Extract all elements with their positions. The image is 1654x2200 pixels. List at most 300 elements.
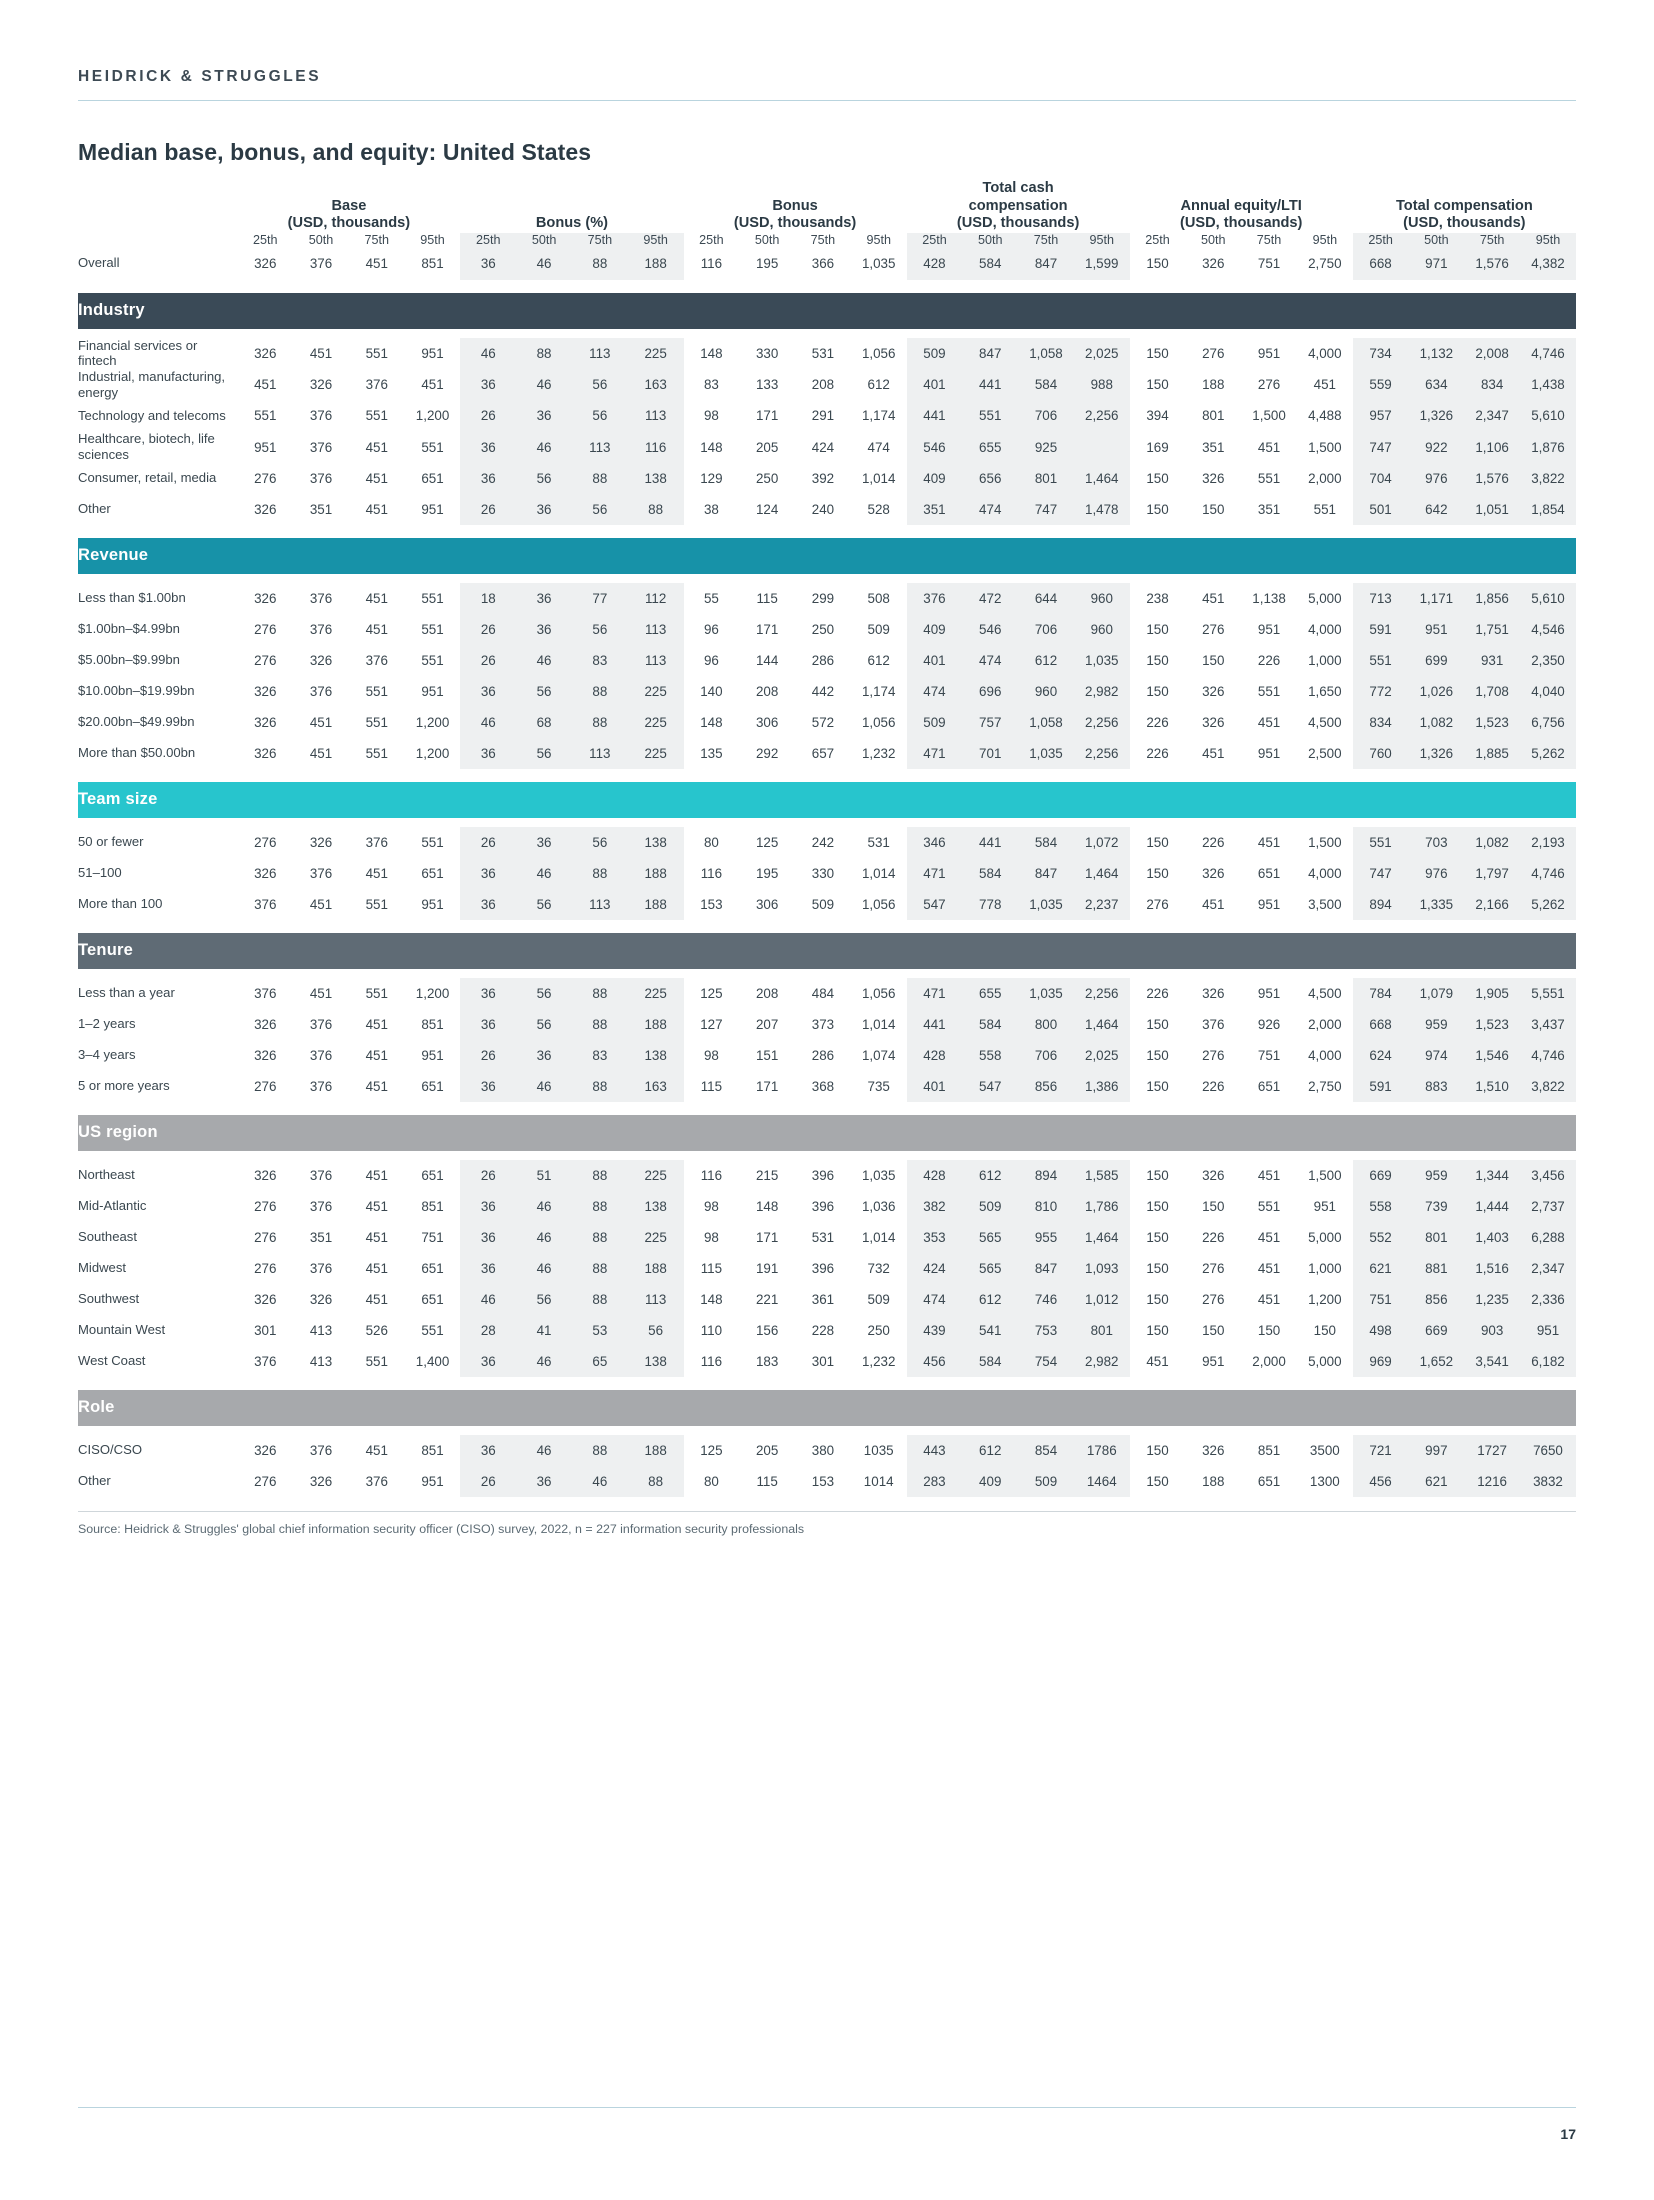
cell-value: 746 — [1018, 1284, 1074, 1315]
cell-value: 612 — [1018, 645, 1074, 676]
cell-value: 1,000 — [1308, 1260, 1342, 1276]
cell-value: 26 — [460, 614, 516, 645]
cell-value: 1014 — [863, 1473, 894, 1489]
spacer-row — [78, 525, 1576, 538]
section-header-revenue — [78, 538, 1576, 574]
cell-value: 706 — [1018, 400, 1074, 431]
cell-value: 2,008 — [1464, 338, 1520, 369]
header-percentile: 75th — [572, 233, 628, 247]
cell-value: 1,014 — [861, 470, 896, 486]
cell-value: 36 — [516, 1040, 572, 1071]
header-equity: Annual equity/LTI (USD, thousands) — [1179, 197, 1303, 231]
row-label: Less than $1.00bn — [78, 590, 186, 606]
cell-value: 960 — [1074, 614, 1130, 645]
cell-value: 951 — [421, 683, 444, 699]
cell-value: 591 — [1353, 614, 1409, 645]
cell-value: 36 — [460, 1346, 516, 1377]
cell-value: 326 — [1202, 1442, 1225, 1458]
table-row — [78, 614, 1576, 645]
cell-value: 150 — [1146, 1167, 1169, 1183]
cell-value: 326 — [1202, 470, 1225, 486]
cell-value: 150 — [1146, 1198, 1169, 1214]
cell-value: 276 — [254, 1198, 277, 1214]
cell-value: 150 — [1146, 621, 1169, 637]
cell-value: 547 — [907, 889, 963, 920]
cell-value: 276 — [254, 1473, 277, 1489]
cell-value: 226 — [1146, 745, 1169, 761]
cell-value: 976 — [1408, 463, 1464, 494]
cell-value: 1,344 — [1464, 1160, 1520, 1191]
cell-value: 46 — [516, 1253, 572, 1284]
cell-value — [1074, 431, 1130, 462]
cell-value: 88 — [572, 1009, 628, 1040]
cell-value: 1,035 — [861, 1167, 896, 1183]
cell-value: 951 — [254, 439, 277, 455]
cell-value: 113 — [628, 400, 684, 431]
cell-value: 1,200 — [1308, 1291, 1342, 1307]
cell-value: 1,464 — [1074, 858, 1130, 889]
cell-value: 451 — [365, 865, 388, 881]
cell-value: 83 — [572, 1040, 628, 1071]
cell-value: 701 — [962, 738, 1018, 769]
cell-value: 547 — [962, 1071, 1018, 1102]
cell-value: 584 — [962, 1009, 1018, 1040]
cell-value: 951 — [421, 896, 444, 912]
cell-value: 376 — [309, 1198, 333, 1214]
cell-value: 1,056 — [861, 896, 896, 912]
cell-value: 409 — [907, 614, 963, 645]
cell-value: 451 — [365, 439, 388, 455]
header-group-row — [78, 180, 1576, 233]
cell-value: 696 — [962, 676, 1018, 707]
cell-value: 135 — [700, 745, 723, 761]
cell-value: 528 — [867, 501, 890, 517]
cell-value: 376 — [1202, 1016, 1225, 1032]
cell-value: 509 — [907, 707, 963, 738]
cell-value: 225 — [628, 978, 684, 1009]
row-label: Other — [78, 501, 111, 517]
cell-value: 376 — [309, 621, 333, 637]
cell-value: 4,500 — [1308, 985, 1342, 1001]
cell-value: 699 — [1408, 645, 1464, 676]
header-percentile: 50th — [1201, 232, 1226, 247]
cell-value: 739 — [1408, 1191, 1464, 1222]
cell-value: 5,551 — [1520, 978, 1576, 1009]
cell-value: 326 — [254, 714, 277, 730]
section-title: Revenue — [78, 538, 1576, 574]
cell-value: 753 — [1018, 1315, 1074, 1346]
cell-value: 834 — [1353, 707, 1409, 738]
cell-value: 591 — [1353, 1071, 1409, 1102]
cell-value: 451 — [1257, 1167, 1281, 1183]
cell-value: 26 — [460, 1040, 516, 1071]
cell-value: 46 — [516, 1346, 572, 1377]
row-label: Consumer, retail, media — [78, 470, 217, 486]
cell-value: 2,166 — [1464, 889, 1520, 920]
cell-value: 110 — [700, 1322, 723, 1338]
spacer-cell — [78, 1151, 1576, 1160]
cell-value: 847 — [1018, 1253, 1074, 1284]
cell-value: 706 — [1018, 614, 1074, 645]
cell-value: 997 — [1408, 1435, 1464, 1466]
cell-value: 286 — [811, 652, 835, 668]
section-header-tenure — [78, 933, 1576, 969]
header-percentile: 50th — [754, 232, 780, 247]
cell-value: 46 — [516, 431, 572, 462]
cell-value: 565 — [962, 1253, 1018, 1284]
cell-value: 36 — [516, 400, 572, 431]
cell-value: 148 — [700, 345, 723, 361]
table-row — [78, 858, 1576, 889]
cell-value: 376 — [309, 865, 333, 881]
cell-value: 150 — [1146, 834, 1169, 850]
cell-value: 326 — [1202, 985, 1225, 1001]
cell-value: 205 — [755, 439, 779, 455]
table-row — [78, 1466, 1576, 1497]
cell-value: 83 — [572, 645, 628, 676]
cell-value: 208 — [755, 985, 779, 1001]
cell-value: 651 — [421, 865, 444, 881]
cell-value: 1,082 — [1464, 827, 1520, 858]
cell-value: 894 — [1018, 1160, 1074, 1191]
cell-value: 424 — [907, 1253, 963, 1284]
cell-value: 851 — [421, 1016, 444, 1032]
cell-value: 1,786 — [1074, 1191, 1130, 1222]
section-header-team-size — [78, 782, 1576, 818]
cell-value: 801 — [1074, 1315, 1130, 1346]
cell-value: 150 — [1202, 501, 1225, 517]
cell-value: 276 — [1202, 621, 1225, 637]
cell-value: 969 — [1353, 1346, 1409, 1377]
cell-value: 225 — [628, 676, 684, 707]
header-percentile: 50th — [308, 232, 334, 247]
cell-value: 376 — [309, 255, 333, 271]
cell-value: 326 — [1202, 865, 1225, 881]
cell-value: 112 — [628, 583, 684, 614]
cell-value: 36 — [460, 463, 516, 494]
cell-value: 46 — [516, 1191, 572, 1222]
cell-value: 669 — [1353, 1160, 1409, 1191]
cell-value: 451 — [365, 1016, 388, 1032]
cell-value: 56 — [572, 400, 628, 431]
table-row — [78, 1009, 1576, 1040]
cell-value: 1,444 — [1464, 1191, 1520, 1222]
cell-value: 326 — [1202, 714, 1225, 730]
cell-value: 3,437 — [1520, 1009, 1576, 1040]
cell-value: 2,193 — [1520, 827, 1576, 858]
header-percentile: 95th — [866, 232, 891, 247]
header-percentile: 95th — [1520, 233, 1576, 247]
cell-value: 2,237 — [1074, 889, 1130, 920]
cell-value: 1216 — [1464, 1466, 1520, 1497]
cell-value: 757 — [962, 707, 1018, 738]
cell-value: 376 — [309, 1442, 333, 1458]
cell-value: 451 — [365, 1167, 388, 1183]
cell-value: 1,000 — [1308, 652, 1342, 668]
cell-value: 169 — [1146, 439, 1169, 455]
cell-value: 291 — [811, 408, 835, 424]
row-label: Mid-Atlantic — [78, 1198, 147, 1214]
cell-value: 77 — [572, 583, 628, 614]
cell-value: 150 — [1146, 1291, 1169, 1307]
cell-value: 474 — [907, 676, 963, 707]
cell-value: 1,885 — [1464, 738, 1520, 769]
cell-value: 801 — [1018, 463, 1074, 494]
cell-value: 551 — [421, 439, 444, 455]
cell-value: 634 — [1408, 369, 1464, 400]
cell-value: 46 — [516, 645, 572, 676]
cell-value: 951 — [1313, 1198, 1336, 1214]
cell-value: 1,174 — [861, 683, 896, 699]
cell-value: 441 — [962, 827, 1018, 858]
row-label: More than 100 — [78, 896, 163, 912]
cell-value: 225 — [628, 1160, 684, 1191]
cell-value: 951 — [421, 345, 444, 361]
cell-value: 451 — [365, 621, 388, 637]
cell-value: 1,056 — [861, 714, 896, 730]
cell-value: 376 — [254, 985, 277, 1001]
cell-value: 113 — [572, 889, 628, 920]
cell-value: 326 — [309, 652, 333, 668]
cell-value: 88 — [572, 463, 628, 494]
cell-value: 851 — [1257, 1442, 1281, 1458]
cell-value: 894 — [1353, 889, 1409, 920]
cell-value: 376 — [365, 377, 388, 393]
cell-value: 1,014 — [861, 865, 896, 881]
cell-value: 326 — [1202, 255, 1225, 271]
row-label: Less than a year — [78, 985, 175, 1001]
cell-value: 299 — [811, 590, 835, 606]
cell-value: 215 — [755, 1167, 779, 1183]
cell-value: 148 — [700, 1291, 723, 1307]
cell-value: 451 — [309, 985, 333, 1001]
cell-value: 26 — [460, 1160, 516, 1191]
spacer-cell — [78, 969, 1576, 978]
cell-value: 1,012 — [1074, 1284, 1130, 1315]
cell-value: 413 — [309, 1353, 333, 1369]
spacer-row — [78, 280, 1576, 293]
cell-value: 96 — [703, 652, 719, 668]
cell-value: 150 — [1146, 683, 1169, 699]
cell-value: 1,876 — [1520, 431, 1576, 462]
cell-value: 183 — [755, 1353, 779, 1369]
header-percentile: 75th — [1464, 233, 1520, 247]
cell-value: 1,599 — [1074, 247, 1130, 280]
table-row — [78, 889, 1576, 920]
cell-value: 3,822 — [1520, 1071, 1576, 1102]
cell-value: 955 — [1018, 1222, 1074, 1253]
header-percentile: 25th — [699, 232, 724, 247]
cell-value: 584 — [1018, 369, 1074, 400]
footer-divider — [78, 2107, 1576, 2108]
cell-value: 144 — [755, 652, 779, 668]
header-percentile: 25th — [907, 233, 963, 247]
cell-value: 472 — [962, 583, 1018, 614]
cell-value: 1,546 — [1464, 1040, 1520, 1071]
cell-value: 368 — [811, 1078, 835, 1094]
cell-value: 53 — [572, 1315, 628, 1346]
cell-value: 2,000 — [1308, 1016, 1342, 1032]
cell-value: 1,905 — [1464, 978, 1520, 1009]
cell-value: 951 — [1520, 1315, 1576, 1346]
cell-value: 46 — [516, 369, 572, 400]
cell-value: 1,650 — [1308, 683, 1342, 699]
cell-value: 474 — [962, 645, 1018, 676]
cell-value: 276 — [254, 470, 277, 486]
cell-value: 1,400 — [415, 1353, 450, 1369]
cell-value: 551 — [1257, 683, 1281, 699]
cell-value: 551 — [421, 652, 444, 668]
cell-value: 115 — [756, 1473, 778, 1489]
cell-value: 326 — [1202, 1167, 1225, 1183]
cell-value: 28 — [460, 1315, 516, 1346]
cell-value: 7650 — [1520, 1435, 1576, 1466]
cell-value: 276 — [254, 834, 277, 850]
cell-value: 1,576 — [1464, 463, 1520, 494]
cell-value: 376 — [309, 470, 333, 486]
cell-value: 1,174 — [861, 408, 896, 424]
table-body — [78, 180, 1576, 1497]
cell-value: 1,035 — [861, 255, 896, 271]
cell-value: 376 — [309, 439, 333, 455]
cell-value: 150 — [1146, 470, 1169, 486]
cell-value: 301 — [811, 1353, 835, 1369]
cell-value: 4,000 — [1308, 1047, 1342, 1063]
cell-value: 552 — [1353, 1222, 1409, 1253]
table-row — [78, 707, 1576, 738]
cell-value: 46 — [460, 338, 516, 369]
cell-value: 778 — [962, 889, 1018, 920]
cell-value: 551 — [365, 896, 388, 912]
cell-value: 474 — [907, 1284, 963, 1315]
cell-value: 88 — [572, 978, 628, 1009]
cell-value: 1035 — [863, 1442, 894, 1458]
header-corner-2 — [78, 233, 237, 247]
cell-value: 396 — [811, 1198, 835, 1214]
cell-value: 5,000 — [1308, 590, 1342, 606]
header-percentile: 95th — [420, 232, 445, 247]
cell-value: 36 — [516, 614, 572, 645]
cell-value: 276 — [254, 1260, 277, 1276]
header-percentile: 75th — [1018, 233, 1074, 247]
cell-value: 326 — [254, 1016, 277, 1032]
row-label: $20.00bn–$49.99bn — [78, 714, 195, 730]
cell-value: 113 — [628, 1284, 684, 1315]
cell-value: 36 — [460, 1009, 516, 1040]
cell-value: 551 — [421, 621, 444, 637]
cell-value: 276 — [1146, 896, 1169, 912]
cell-value: 2,025 — [1074, 1040, 1130, 1071]
cell-value: 651 — [421, 1260, 444, 1276]
cell-value: 810 — [1018, 1191, 1074, 1222]
cell-value: 1,235 — [1464, 1284, 1520, 1315]
cell-value: 80 — [703, 1473, 719, 1489]
cell-value: 4,000 — [1308, 621, 1342, 637]
cell-value: 326 — [254, 255, 277, 271]
cell-value: 456 — [1353, 1466, 1409, 1497]
cell-value: 1,082 — [1408, 707, 1464, 738]
cell-value: 171 — [755, 408, 779, 424]
cell-value: 376 — [309, 683, 333, 699]
cell-value: 36 — [460, 431, 516, 462]
cell-value: 471 — [907, 858, 963, 889]
cell-value: 526 — [365, 1322, 388, 1338]
cell-value: 2,025 — [1074, 338, 1130, 369]
spacer-cell — [78, 1102, 1576, 1115]
cell-value: 205 — [755, 1442, 779, 1458]
cell-value: 451 — [365, 1229, 388, 1245]
cell-value: 1727 — [1464, 1435, 1520, 1466]
cell-value: 541 — [962, 1315, 1018, 1346]
cell-value: 226 — [1146, 985, 1169, 1001]
cell-value: 376 — [309, 1260, 333, 1276]
cell-value: 651 — [421, 470, 444, 486]
compensation-table — [78, 180, 1576, 1497]
cell-value: 36 — [460, 978, 516, 1009]
cell-value: 188 — [628, 1253, 684, 1284]
cell-value: 376 — [309, 1167, 333, 1183]
cell-value: 1,326 — [1408, 400, 1464, 431]
cell-value: 551 — [1257, 470, 1281, 486]
row-label: Other — [78, 1473, 111, 1489]
cell-value: 451 — [254, 377, 277, 393]
cell-value: 26 — [460, 1466, 516, 1497]
cell-value: 4,546 — [1520, 614, 1576, 645]
header-bonus-usd: Bonus (USD, thousands) — [733, 197, 857, 231]
spacer-row — [78, 920, 1576, 933]
cell-value: 153 — [811, 1473, 835, 1489]
header-percentile: 25th — [1353, 233, 1409, 247]
cell-value: 651 — [1257, 1473, 1281, 1489]
cell-value: 451 — [1257, 834, 1281, 850]
cell-value: 451 — [1257, 1291, 1281, 1307]
cell-value: 326 — [309, 1473, 333, 1489]
cell-value: 451 — [365, 1442, 388, 1458]
cell-value: 129 — [700, 470, 723, 486]
cell-value: 115 — [700, 1260, 723, 1276]
table-row — [78, 645, 1576, 676]
cell-value: 732 — [867, 1260, 890, 1276]
header-percentile-row — [78, 233, 1576, 247]
cell-value: 46 — [460, 1284, 516, 1315]
row-label: 3–4 years — [78, 1047, 136, 1063]
section-header-role — [78, 1390, 1576, 1426]
cell-value: 951 — [1257, 621, 1281, 637]
cell-value: 51 — [516, 1160, 572, 1191]
cell-value: 1,478 — [1074, 494, 1130, 525]
cell-value: 441 — [962, 369, 1018, 400]
cell-value: 351 — [907, 494, 963, 525]
cell-value: 559 — [1353, 369, 1409, 400]
brand-wordmark: HEIDRICK & STRUGGLES — [78, 68, 322, 85]
cell-value: 56 — [516, 463, 572, 494]
row-label: Northeast — [78, 1167, 135, 1183]
cell-value: 326 — [254, 501, 277, 517]
cell-value: 5,000 — [1308, 1229, 1342, 1245]
cell-value: 326 — [309, 377, 333, 393]
cell-value: 509 — [811, 896, 835, 912]
cell-value: 88 — [572, 1191, 628, 1222]
cell-value: 171 — [755, 1078, 779, 1094]
section-header-industry — [78, 293, 1576, 329]
cell-value: 988 — [1074, 369, 1130, 400]
cell-value: 240 — [811, 501, 835, 517]
cell-value: 2,500 — [1308, 745, 1342, 761]
cell-value: 551 — [421, 1322, 444, 1338]
cell-value: 428 — [907, 247, 963, 280]
cell-value: 188 — [1202, 377, 1225, 393]
table-row — [78, 494, 1576, 525]
